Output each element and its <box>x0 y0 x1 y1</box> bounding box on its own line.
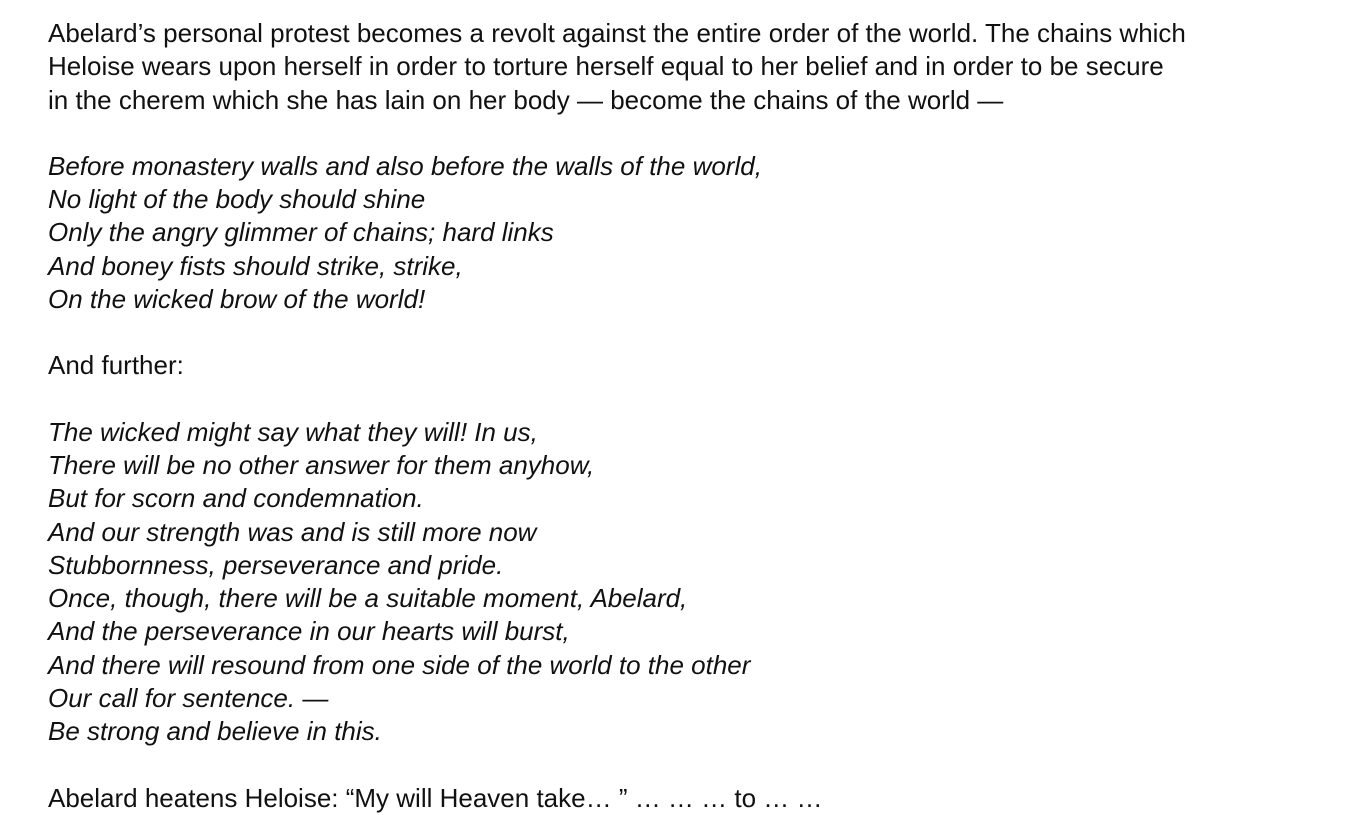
poem-line: The wicked might say what they will! In us, <box>48 416 538 447</box>
poem-line: Before monastery walls and also before the walls of the world, <box>48 150 762 181</box>
poem-line: But for scorn and condemnation. <box>48 483 424 514</box>
poem-line: Only the angry glimmer of chains; hard links <box>48 217 554 248</box>
paragraph-gap <box>48 316 1338 349</box>
partially-visible-line: Abelard heatens Heloise: “My will Heaven take… ” … … … to … … <box>48 782 823 813</box>
intro-line: Abelard’s personal protest becomes a revolt against the entire order of the world. The chains which <box>48 18 1186 48</box>
intro-paragraph <box>48 17 1338 117</box>
paragraph-gap <box>48 383 1338 416</box>
poem-line: And boney fists should strike, strike, <box>48 250 463 281</box>
poem-line: Be strong and believe in this. <box>48 716 382 747</box>
poem-line: Our call for sentence. — <box>48 683 329 714</box>
poem-line: No light of the body should shine <box>48 184 426 215</box>
paragraph-gap <box>48 117 1338 150</box>
poem-line: And our strength was and is still more now <box>48 516 537 547</box>
paragraph-gap <box>48 749 1338 782</box>
poem-stanza-1 <box>48 150 1338 316</box>
intro-line: Heloise wears upon herself in order to torture herself equal to her belief and in order to be secure <box>48 51 1164 82</box>
poem-line: And the perseverance in our hearts will burst, <box>48 616 570 647</box>
poem-line: On the wicked brow of the world! <box>48 284 426 315</box>
poem-line: Once, though, there will be a suitable moment, Abelard, <box>48 583 688 614</box>
poem-stanza-2 <box>48 416 1338 749</box>
transition-line: And further: <box>48 350 184 381</box>
document-page <box>48 17 1338 813</box>
transition-text <box>48 349 1338 382</box>
intro-line: in the cherem which she has lain on her body — become the chains of the world — <box>48 84 1004 115</box>
poem-line: There will be no other answer for them anyhow, <box>48 449 595 480</box>
poem-line: Stubbornness, perseverance and pride. <box>48 549 504 580</box>
poem-line: And there will resound from one side of the world to the other <box>48 649 751 680</box>
